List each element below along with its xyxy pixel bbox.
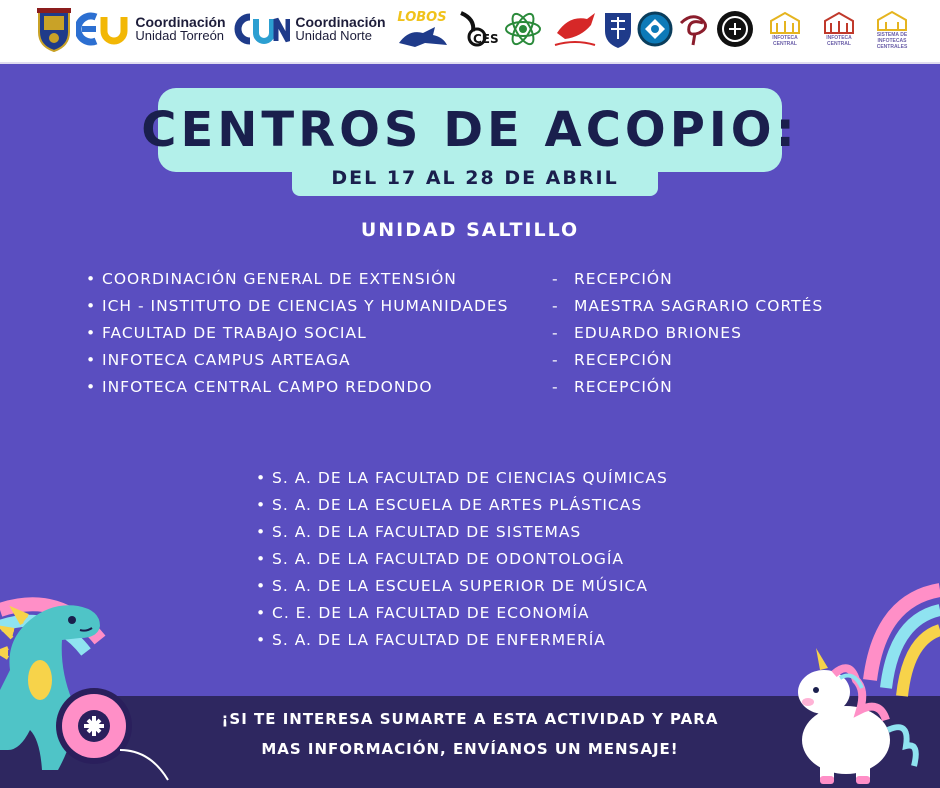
center-name: FACULTAD DE TRABAJO SOCIAL: [102, 324, 367, 342]
society-name: S. A. DE LA FACULTAD DE ENFERMERÍA: [272, 631, 606, 649]
center-contact: RECEPCIÓN: [574, 378, 673, 396]
list-item: [86, 266, 902, 293]
lobos-logo: [394, 6, 450, 52]
center-name: INFOTECA CENTRAL CAMPO REDONDO: [102, 378, 433, 396]
center-name: ICH - INSTITUTO DE CIENCIAS Y HUMANIDADES: [102, 297, 509, 315]
bullet: •: [86, 378, 97, 396]
student-societies-list: [256, 465, 832, 654]
atom-logo: [502, 6, 544, 52]
footer-line-1: ¡SI TE INTERESA SUMARTE A ESTA ACTIVIDAD Y PARA: [221, 710, 719, 728]
bullet: •: [86, 324, 97, 342]
svg-text:CES: CES: [473, 32, 499, 46]
logo-text: LOBOS: [397, 9, 447, 25]
infoteca-central-logo-2: [814, 6, 864, 52]
list-item: [256, 519, 832, 546]
center-contact: RECEPCIÓN: [574, 270, 673, 288]
page-title: CENTROS DE ACOPIO:: [141, 102, 799, 158]
bullet: •: [256, 577, 267, 595]
bullet: •: [256, 631, 267, 649]
unicorn-toy-illustration: [790, 570, 940, 788]
logo-subtitle: Unidad Torreón: [135, 28, 225, 43]
coordinacion-torreon-logo: [76, 6, 226, 52]
society-name: S. A. DE LA FACULTAD DE ODONTOLOGÍA: [272, 550, 625, 568]
logo-text: INFOTECA CENTRAL: [772, 35, 798, 47]
ces-logo: [454, 6, 502, 52]
society-name: S. A. DE LA ESCUELA SUPERIOR DE MÚSICA: [272, 577, 648, 595]
collection-centers-list: [86, 266, 902, 401]
logo-text: SISTEMA DE INFOTECAS CENTRALES: [876, 32, 908, 50]
list-item: [86, 320, 902, 347]
shield-logo: [602, 6, 634, 52]
music-clef-logo: [676, 6, 714, 52]
dinosaur-toy-illustration: [0, 580, 170, 788]
footer-line-2: MAS INFORMACIÓN, ENVÍANOS UN MENSAJE!: [261, 740, 679, 758]
bullet: •: [256, 496, 267, 514]
list-item: [256, 492, 832, 519]
bullet: •: [86, 351, 97, 369]
list-item: [86, 347, 902, 374]
society-name: S. A. DE LA ESCUELA DE ARTES PLÁSTICAS: [272, 496, 643, 514]
society-name: S. A. DE LA FACULTAD DE SISTEMAS: [272, 523, 582, 541]
center-contact: RECEPCIÓN: [574, 351, 673, 369]
logo-title: Coordinación: [295, 14, 386, 30]
date-range-box: [292, 160, 658, 196]
red-bird-logo: [550, 6, 600, 52]
unit-heading: UNIDAD SALTILLO: [360, 219, 580, 241]
separator-dash: -: [552, 270, 559, 288]
center-contact: EDUARDO BRIONES: [574, 324, 742, 342]
bullet: •: [256, 604, 267, 622]
infoteca-central-logo-1: [760, 6, 810, 52]
center-name: INFOTECA CAMPUS ARTEAGA: [102, 351, 351, 369]
separator-dash: -: [552, 324, 559, 342]
list-item: [256, 600, 832, 627]
logo-title: Coordinación: [135, 14, 226, 30]
separator-dash: -: [552, 351, 559, 369]
center-name: COORDINACIÓN GENERAL DE EXTENSIÓN: [102, 270, 457, 288]
list-item: [86, 293, 902, 320]
bullet: •: [256, 469, 267, 487]
bullet: •: [86, 297, 97, 315]
bullet: •: [256, 523, 267, 541]
separator-dash: -: [552, 378, 559, 396]
list-item: [256, 546, 832, 573]
date-range: DEL 17 AL 28 DE ABRIL: [331, 167, 619, 189]
logo-text: INFOTECA CENTRAL: [826, 35, 852, 47]
center-contact: MAESTRA SAGRARIO CORTÉS: [574, 297, 824, 315]
list-item: [256, 573, 832, 600]
bullet: •: [256, 550, 267, 568]
logo-subtitle: Unidad Norte: [295, 28, 372, 43]
blue-circle-logo: [636, 6, 674, 52]
society-name: S. A. DE LA FACULTAD DE CIENCIAS QUÍMICAS: [272, 469, 668, 487]
coordinacion-norte-logo: [230, 6, 390, 52]
black-circle-logo: [714, 6, 756, 52]
crest-logo: [34, 6, 74, 52]
society-name: C. E. DE LA FACULTAD DE ECONOMÍA: [272, 604, 590, 622]
list-item: [256, 465, 832, 492]
separator-dash: -: [552, 297, 559, 315]
bullet: •: [86, 270, 97, 288]
list-item: [86, 374, 902, 401]
logo-bar: [0, 0, 940, 64]
sistema-infotecas-logo: [866, 6, 918, 52]
list-item: [256, 627, 832, 654]
